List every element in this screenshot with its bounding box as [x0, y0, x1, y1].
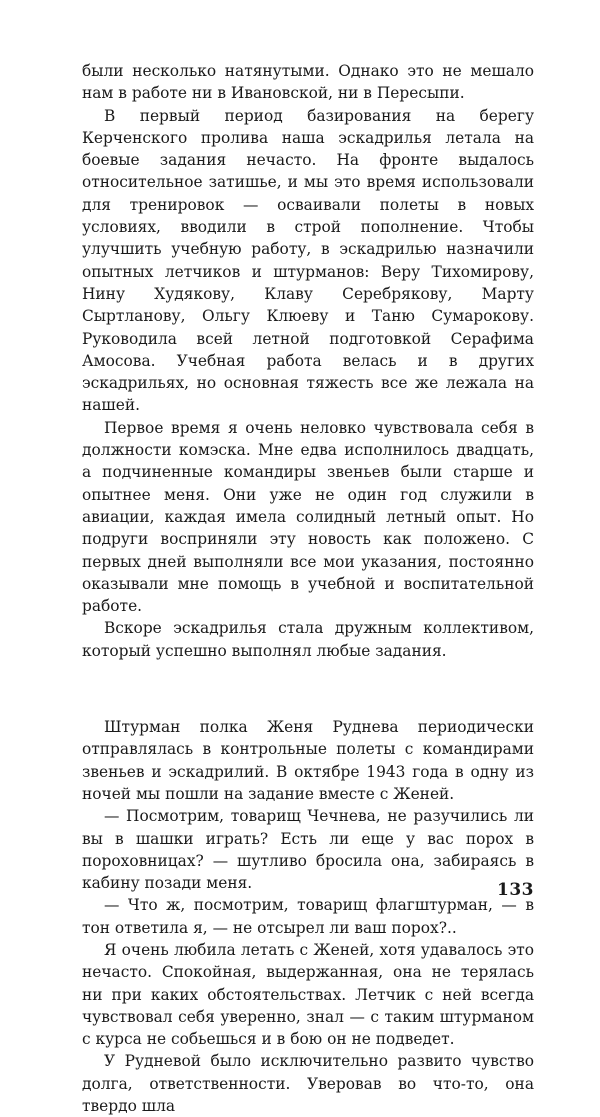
paragraph: У Рудневой было исключительно развито чувство долга, ответственности. Уверовав во что-то, она твердо шла [82, 1052, 534, 1116]
paragraph: были несколько натянутыми. Однако это не мешало нам в работе ни в Ивановской, ни в Пересыпи. [82, 62, 534, 103]
paragraph: Я очень любила летать с Женей, хотя удавалось это нечасто. Спокойная, выдержанная, она не терялась ни при каких обстоятельствах. Летчик с ней всегда чувствовал себя уверенно, знал — с таким штурманом с курса не собьешься и в бою он не подведет. [82, 940, 534, 1049]
section-1 [82, 60, 534, 662]
paragraph: Первое время я очень неловко чувствовала себя в должности комэска. Мне едва исполнилось двадцать, а подчиненные командиры звеньев были старше и опытнее меня. Они уже не один год служили в авиации, каждая имела солидный летный опыт. Но подруги восприняли эту новость как положено. С первых дней выполняли все мои указания, постоянно оказывали мне помощь в учебной и воспитательной работе. [82, 418, 534, 616]
paragraph: В первый период базирования на берегу Керченского пролива наша эскадрилья летала на боевые задания нечасто. На фронте выдалось относительное затишье, и мы это время использовали для тренировок — осваивали полеты в новых условиях, вводили в строй пополнение. Чтобы улучшить учебную работу, в эскадрилью назначили опытных летчиков и штурманов: Веру Тихомирову, Нину Худякову, Клаву Серебрякову, Марту Сыртланову, Ольгу Клюеву и Таню Сумарокову. Руководила всей летной подготовкой Серафима Амосова. Учебная работа велась и в других эскадрильях, но основная тяжесть все же лежала на нашей. [82, 106, 534, 415]
section-break [82, 662, 534, 716]
section-2 [82, 716, 534, 1117]
paragraph: — Посмотрим, товарищ Чечнева, не разучились ли вы в шашки играть? Есть ли еще у вас порох в пороховницах? — шутливо бросила она, забираясь в кабину позади меня. [82, 807, 534, 893]
paragraph: Вскоре эскадрилья стала дружным коллективом, который успешно выполнял любые задания. [82, 619, 534, 660]
paragraph: Штурман полка Женя Руднева периодически отправлялась в контрольные полеты с командирами звеньев и эскадрилий. В октябре 1943 года в одну из ночей мы пошли на задание вместе с Женей. [82, 718, 534, 803]
paragraph: — Что ж, посмотрим, товарищ флагштурман, — в тон ответила я, — не отсырел ли ваш порох?.. [82, 896, 534, 937]
page-number: 133 [497, 880, 534, 900]
